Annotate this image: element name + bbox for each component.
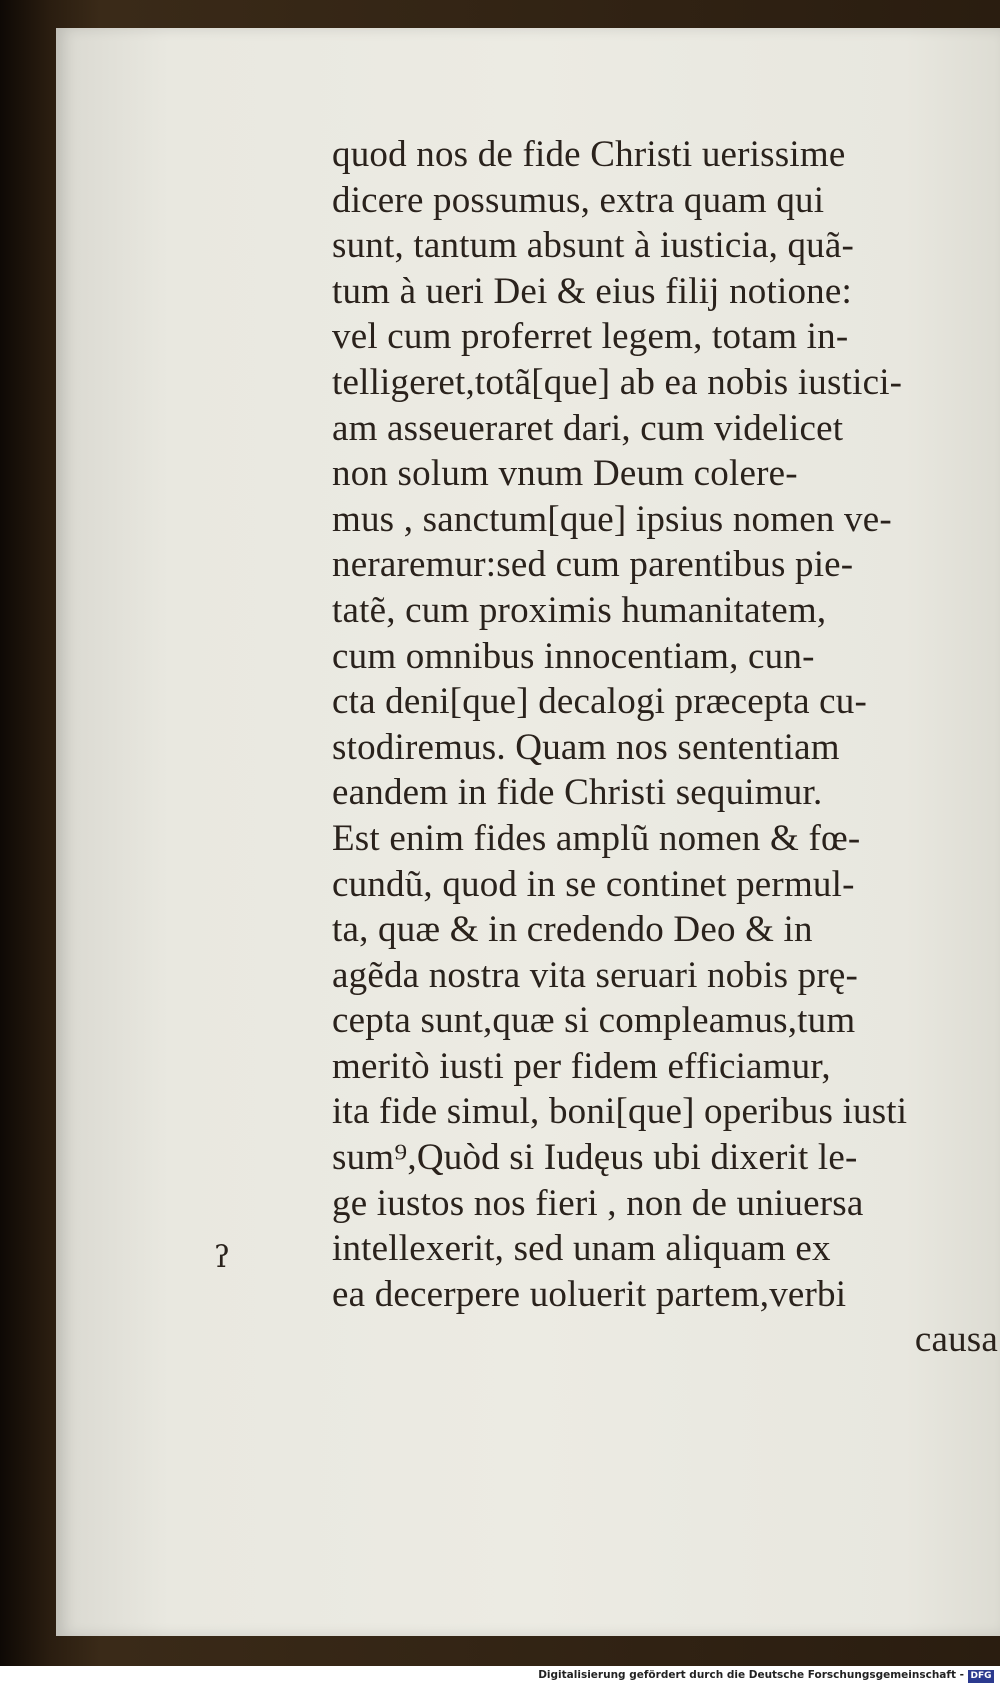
- text-line: Est enim fides amplũ nomen & fœ-: [332, 817, 861, 859]
- text-line: meritò iusti per fidem efficiamur,: [332, 1045, 831, 1087]
- text-line: non solum vnum Deum colere-: [332, 453, 798, 495]
- margin-mark: ʔ: [214, 1240, 231, 1275]
- text-line: ea decerpere uoluerit partem,verbi: [332, 1273, 847, 1315]
- text-line: cum omnibus innocentiam, cun-: [332, 635, 815, 677]
- text-line: am asseueraret dari, cum videlicet: [332, 407, 844, 449]
- text-line: agẽda nostra vita seruari nobis prę-: [332, 954, 859, 996]
- text-line: intellexerit, sed unam aliquam ex: [332, 1228, 831, 1270]
- text-line: cepta sunt,quæ si compleamus,tum: [332, 1000, 856, 1042]
- dfg-logo: DFG: [968, 1670, 994, 1683]
- text-line: neraremur:sed cum parentibus pie-: [332, 544, 854, 586]
- text-line: sunt, tantum absunt à iusticia, quã-: [332, 225, 855, 267]
- text-line: tum à ueri Dei & eius filij notione:: [332, 270, 852, 312]
- text-line: tatẽ, cum proximis humanitatem,: [332, 589, 827, 631]
- text-line: cundũ, quod in se continet permul-: [332, 863, 855, 905]
- text-line: mus , sanctum[que] ipsius nomen ve-: [332, 498, 892, 540]
- text-line: vel cum proferret legem, totam in-: [332, 316, 849, 358]
- text-line: quod nos de fide Christi uerissime: [332, 134, 846, 175]
- catchword: causa: [914, 1319, 998, 1361]
- digitization-footer: [0, 1666, 1000, 1687]
- text-line: telligeret,totã[que] ab ea nobis iustici-: [332, 361, 903, 403]
- text-line: ta, quæ & in credendo Deo & in: [332, 909, 813, 951]
- text-line: dicere possumus, extra quam qui: [332, 179, 825, 221]
- text-line: stodiremus. Quam nos sententiam: [332, 726, 840, 768]
- text-line: eandem in fide Christi sequimur.: [332, 772, 823, 814]
- text-line: cta deni[que] decalogi præcepta cu-: [332, 681, 868, 723]
- text-line: sum⁹,Quòd si Iudęus ubi dixerit le-: [332, 1137, 858, 1179]
- text-line: ita fide simul, boni[que] operibus iusti: [332, 1091, 908, 1133]
- footer-credit: Digitalisierung gefördert durch die Deutsche Forschungsgemeinschaft -: [538, 1669, 964, 1681]
- page-text: [332, 132, 1000, 1363]
- text-line: ge iustos nos fieri , non de uniuersa: [332, 1182, 864, 1224]
